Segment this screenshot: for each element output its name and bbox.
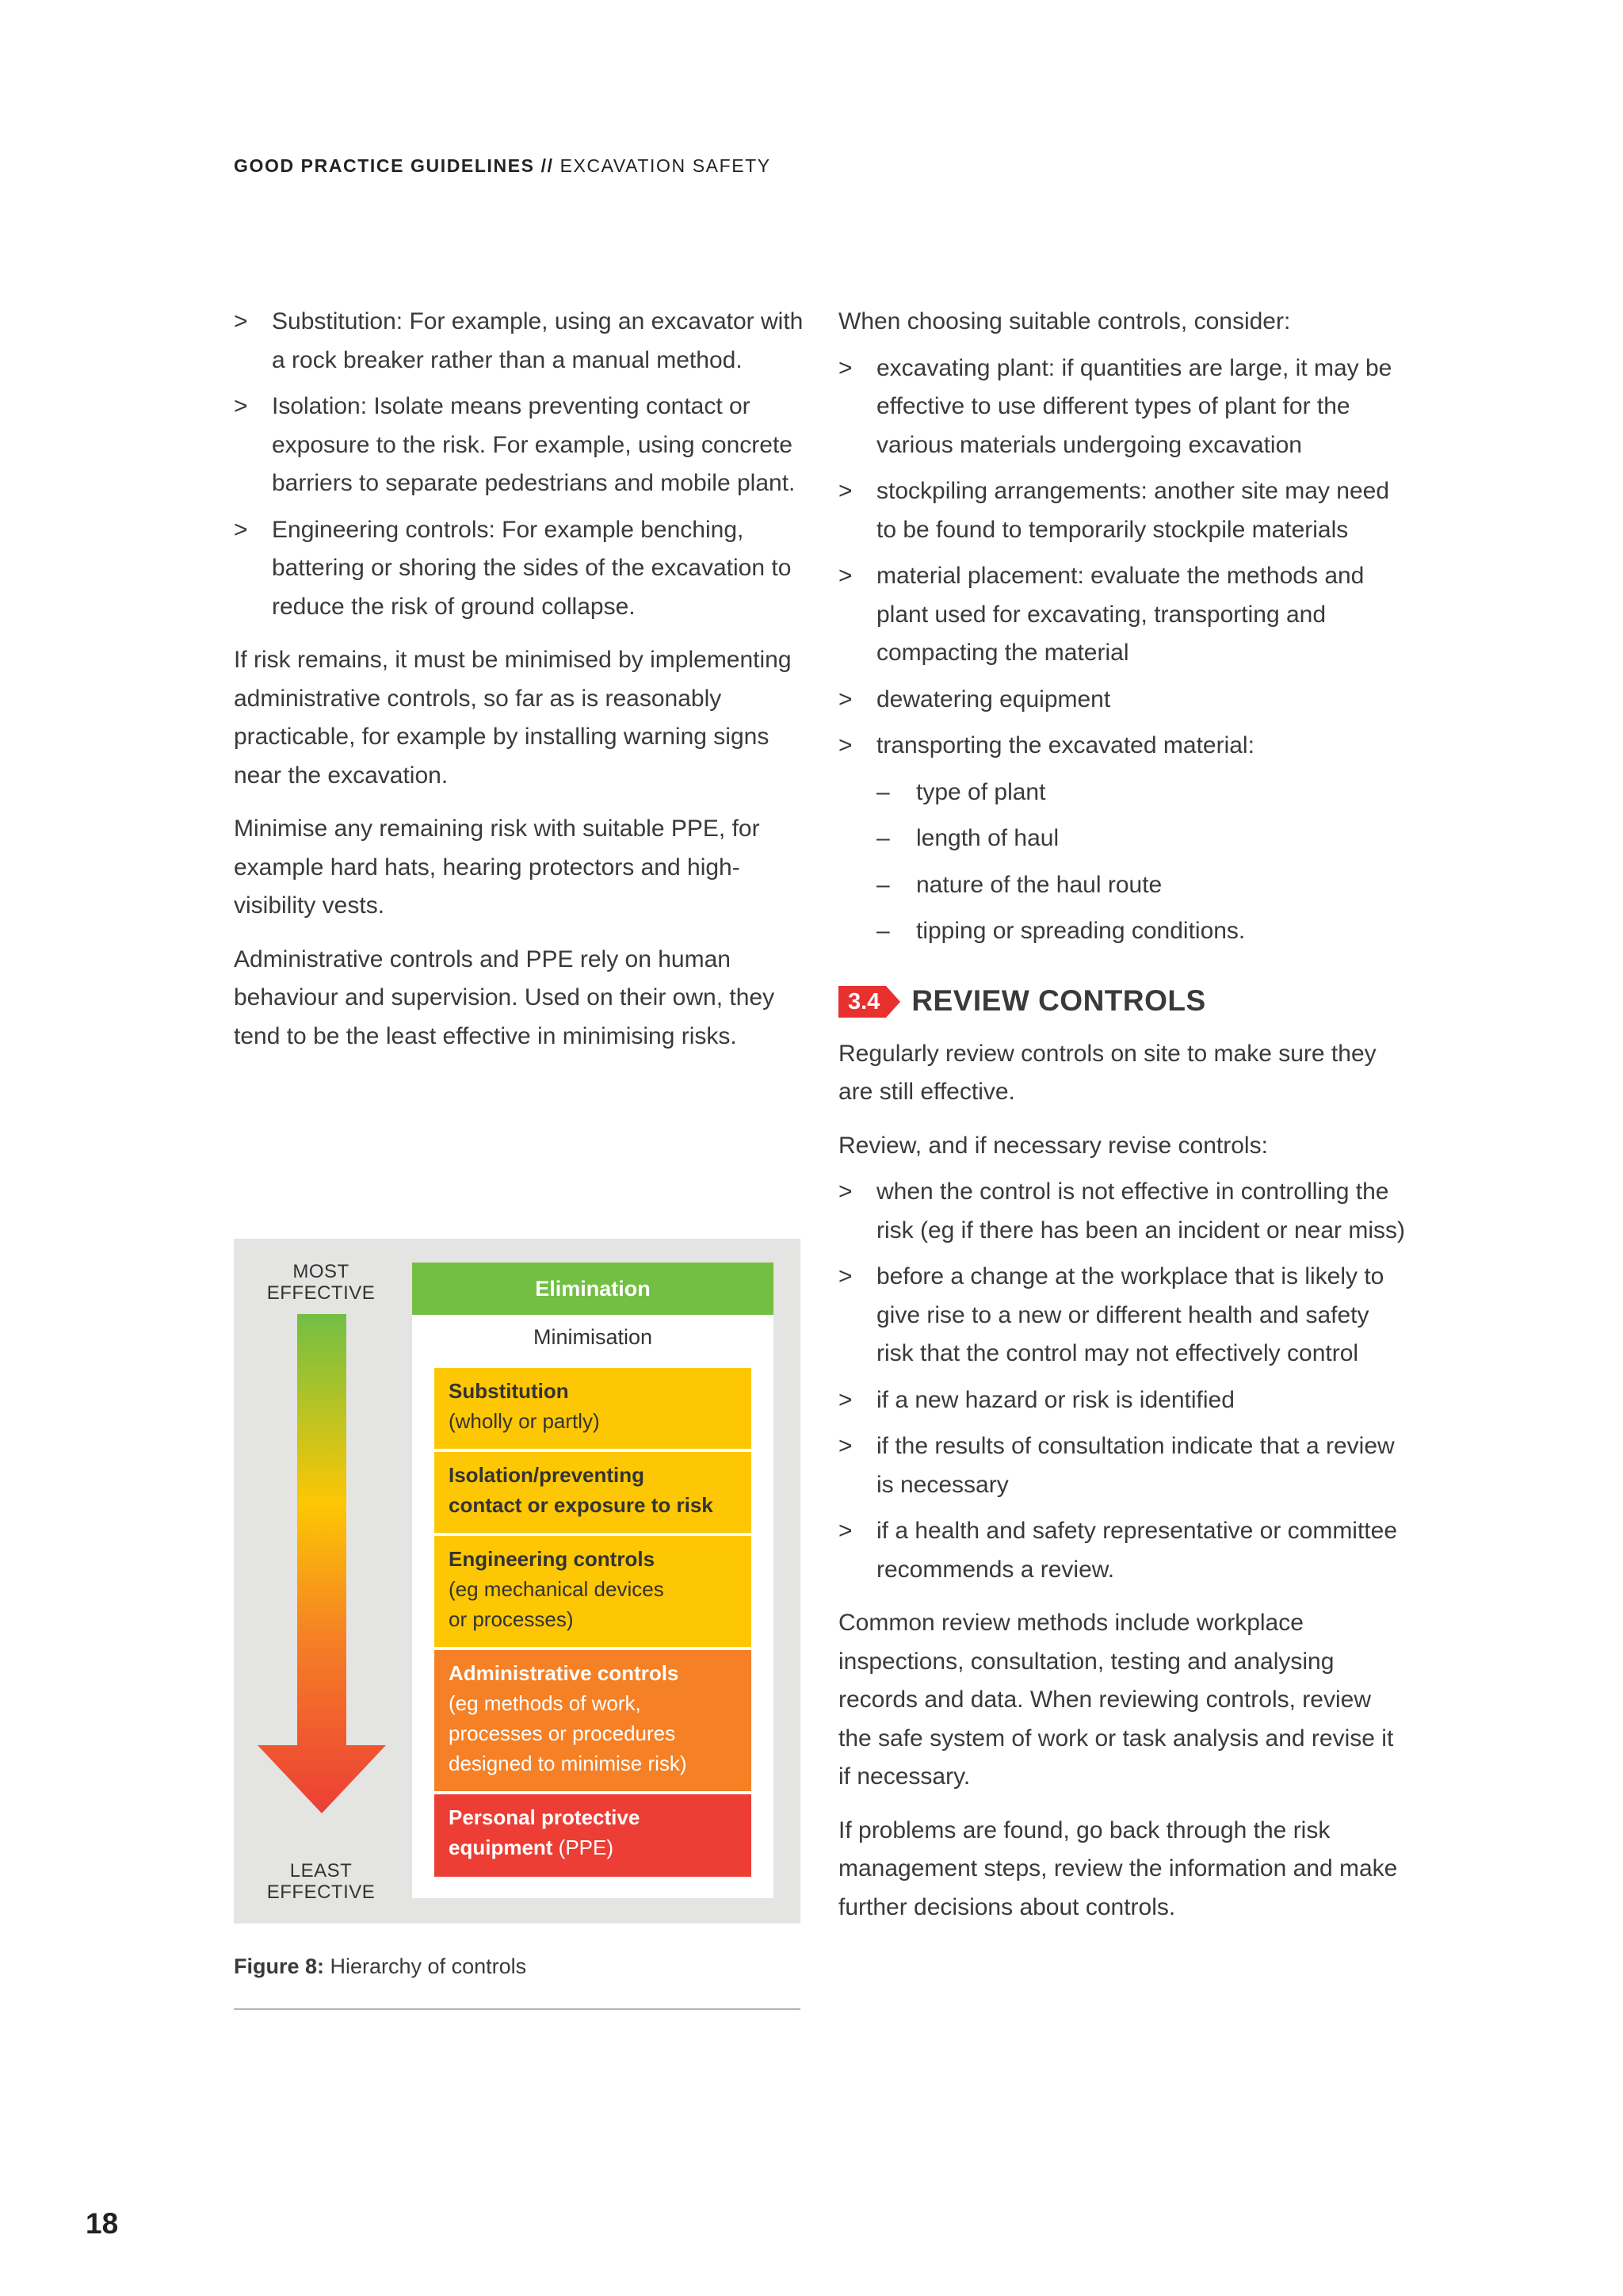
minimisation-label: Minimisation xyxy=(533,1325,653,1349)
paragraph-behaviour: Administrative controls and PPE rely on human behaviour and supervision. Used on their own, they tend to be the least effective in minimising risks. xyxy=(234,946,775,1049)
bullet-material-placement xyxy=(838,557,1409,673)
effective-text: EFFECTIVE xyxy=(266,1881,376,1903)
dash-marker: – xyxy=(876,918,890,944)
engineering-title: Engineering controls xyxy=(449,1547,655,1571)
bullet-text: stockpiling arrangements: another site may need to be found to temporarily stockpile materials xyxy=(876,478,1390,543)
bullet-marker: > xyxy=(838,1433,853,1459)
bullet-before-change xyxy=(838,1258,1409,1373)
substitution-subtitle: (wholly or partly) xyxy=(449,1409,600,1433)
figure-caption xyxy=(234,1954,526,1979)
administrative-title: Administrative controls xyxy=(449,1661,679,1685)
bullet-text: material placement: evaluate the methods and plant used for excavating, transporting and compacting the material xyxy=(876,563,1365,666)
bullet-text: transporting the excavated material: xyxy=(876,732,1254,758)
section-heading xyxy=(838,983,1409,1021)
administrative-subtitle-3: designed to minimise risk) xyxy=(449,1752,687,1775)
sub-bullet-length-of-haul xyxy=(838,819,1409,858)
substitution-title: Substitution xyxy=(449,1379,569,1403)
administrative-subtitle-1: (eg methods of work, xyxy=(449,1691,641,1715)
header-title: GOOD PRACTICE GUIDELINES // xyxy=(234,155,554,176)
dash-marker: – xyxy=(876,825,890,851)
running-header xyxy=(234,155,771,177)
hierarchy-of-controls-figure xyxy=(234,1239,800,1924)
engineering-subtitle-2: or processes) xyxy=(449,1607,574,1631)
caption-text: Hierarchy of controls xyxy=(324,1954,527,1978)
bullet-marker: > xyxy=(838,563,853,589)
paragraph-review-methods: Common review methods include workplace inspections, consultation, testing and analysing records and data. When reviewing controls, review the safe system of work or task analysis and revise it if necessary. xyxy=(838,1610,1394,1790)
ppe-title-1: Personal protective xyxy=(449,1805,640,1829)
bullet-marker: > xyxy=(234,308,248,334)
section-title: REVIEW CONTROLS xyxy=(911,984,1206,1018)
bullet-text: when the control is not effective in controlling the risk (eg if there has been an incident or near miss) xyxy=(876,1179,1405,1244)
bullet-text: if the results of consultation indicate that a review is necessary xyxy=(876,1433,1395,1498)
bullet-text: Isolation: Isolate means preventing contact or exposure to the risk. For example, using concrete barriers to separate pedestrians and mobile plant. xyxy=(272,393,796,496)
bullet-text: if a new hazard or risk is identified xyxy=(876,1386,1235,1413)
bullet-consultation xyxy=(838,1427,1409,1504)
paragraph-ppe: Minimise any remaining risk with suitable PPE, for example hard hats, hearing protectors and high-visibility vests. xyxy=(234,816,760,919)
ppe-title-2: equipment xyxy=(449,1836,553,1859)
sub-bullet-type-of-plant xyxy=(838,774,1409,812)
paragraph-problems-found: If problems are found, go back through the risk management steps, review the information and make further decisions about controls. xyxy=(838,1817,1398,1920)
isolation-title-2: contact or exposure to risk xyxy=(449,1493,713,1517)
bullet-stockpiling xyxy=(838,472,1409,549)
effectiveness-arrow xyxy=(258,1314,386,1813)
bullet-marker: > xyxy=(838,478,853,504)
bullet-marker: > xyxy=(838,1179,853,1205)
bullet-text: dewatering equipment xyxy=(876,686,1111,712)
bullet-isolation xyxy=(234,388,804,503)
dash-marker: – xyxy=(876,871,890,898)
ppe-box xyxy=(434,1794,751,1877)
bullet-dewatering xyxy=(838,681,1409,720)
effective-text: EFFECTIVE xyxy=(266,1282,376,1304)
considerations-intro: When choosing suitable controls, consider: xyxy=(838,308,1291,334)
bullet-text: before a change at the workplace that is likely to give rise to a new or different health and safety risk that the control may not effectively control xyxy=(876,1263,1384,1366)
caption-divider xyxy=(234,2008,800,2010)
left-column xyxy=(234,303,804,1071)
bullet-marker: > xyxy=(234,516,248,543)
bullet-excavating-plant xyxy=(838,350,1409,465)
least-text: LEAST xyxy=(289,1860,353,1881)
arrow-shape xyxy=(258,1314,386,1813)
right-column xyxy=(838,303,1409,1942)
sub-bullet-text: nature of the haul route xyxy=(916,871,1163,898)
header-subtitle: EXCAVATION SAFETY xyxy=(553,155,771,176)
bullet-substitution xyxy=(234,303,804,380)
administrative-subtitle-2: processes or procedures xyxy=(449,1721,676,1745)
bullet-marker: > xyxy=(838,686,853,712)
dash-marker: – xyxy=(876,778,890,805)
bullet-not-effective xyxy=(838,1173,1409,1250)
paragraph-revise-intro: Review, and if necessary revise controls: xyxy=(838,1132,1268,1159)
isolation-box xyxy=(434,1452,751,1533)
substitution-box xyxy=(434,1368,751,1449)
bullet-text: Substitution: For example, using an excavator with a rock breaker rather than a manual method. xyxy=(272,308,804,373)
bullet-marker: > xyxy=(838,1263,853,1289)
least-effective-label xyxy=(242,1860,400,1903)
bullet-hs-representative xyxy=(838,1512,1409,1589)
engineering-subtitle-1: (eg mechanical devices xyxy=(449,1577,664,1601)
elimination-band: Elimination xyxy=(412,1263,773,1315)
section-number-badge: 3.4 xyxy=(838,986,886,1018)
most-effective-label xyxy=(242,1261,400,1304)
bullet-marker: > xyxy=(838,732,853,758)
page-number: 18 xyxy=(86,2207,119,2240)
bullet-marker: > xyxy=(234,393,248,419)
bullet-engineering xyxy=(234,511,804,627)
controls-panel xyxy=(412,1263,773,1898)
isolation-title-1: Isolation/preventing xyxy=(449,1463,645,1487)
bullet-marker: > xyxy=(838,1518,853,1544)
sub-bullet-haul-route xyxy=(838,866,1409,905)
sub-bullet-text: length of haul xyxy=(916,825,1060,851)
bullet-transporting xyxy=(838,727,1409,766)
paragraph-regular-review: Regularly review controls on site to make sure they are still effective. xyxy=(838,1040,1377,1105)
sub-bullet-text: type of plant xyxy=(916,778,1046,805)
sub-bullet-text: tipping or spreading conditions. xyxy=(916,918,1246,944)
caption-label: Figure 8: xyxy=(234,1954,325,1978)
bullet-new-hazard xyxy=(838,1381,1409,1420)
administrative-box xyxy=(434,1650,751,1791)
most-text: MOST xyxy=(292,1261,349,1282)
bullet-text: if a health and safety representative or committee recommends a review. xyxy=(876,1518,1398,1583)
engineering-box xyxy=(434,1536,751,1647)
sub-bullet-tipping xyxy=(838,912,1409,951)
bullet-text: Engineering controls: For example benching, battering or shoring the sides of the excavation to reduce the risk of ground collapse. xyxy=(272,516,792,620)
bullet-marker: > xyxy=(838,1386,853,1413)
paragraph-admin-controls: If risk remains, it must be minimised by implementing administrative controls, so far as is reasonably practicable, for example by installing warning signs near the excavation. xyxy=(234,647,792,789)
bullet-marker: > xyxy=(838,354,853,381)
bullet-text: excavating plant: if quantities are large, it may be effective to use different types of plant for the various materials undergoing excavation xyxy=(876,354,1392,458)
ppe-subtitle: (PPE) xyxy=(552,1836,614,1859)
